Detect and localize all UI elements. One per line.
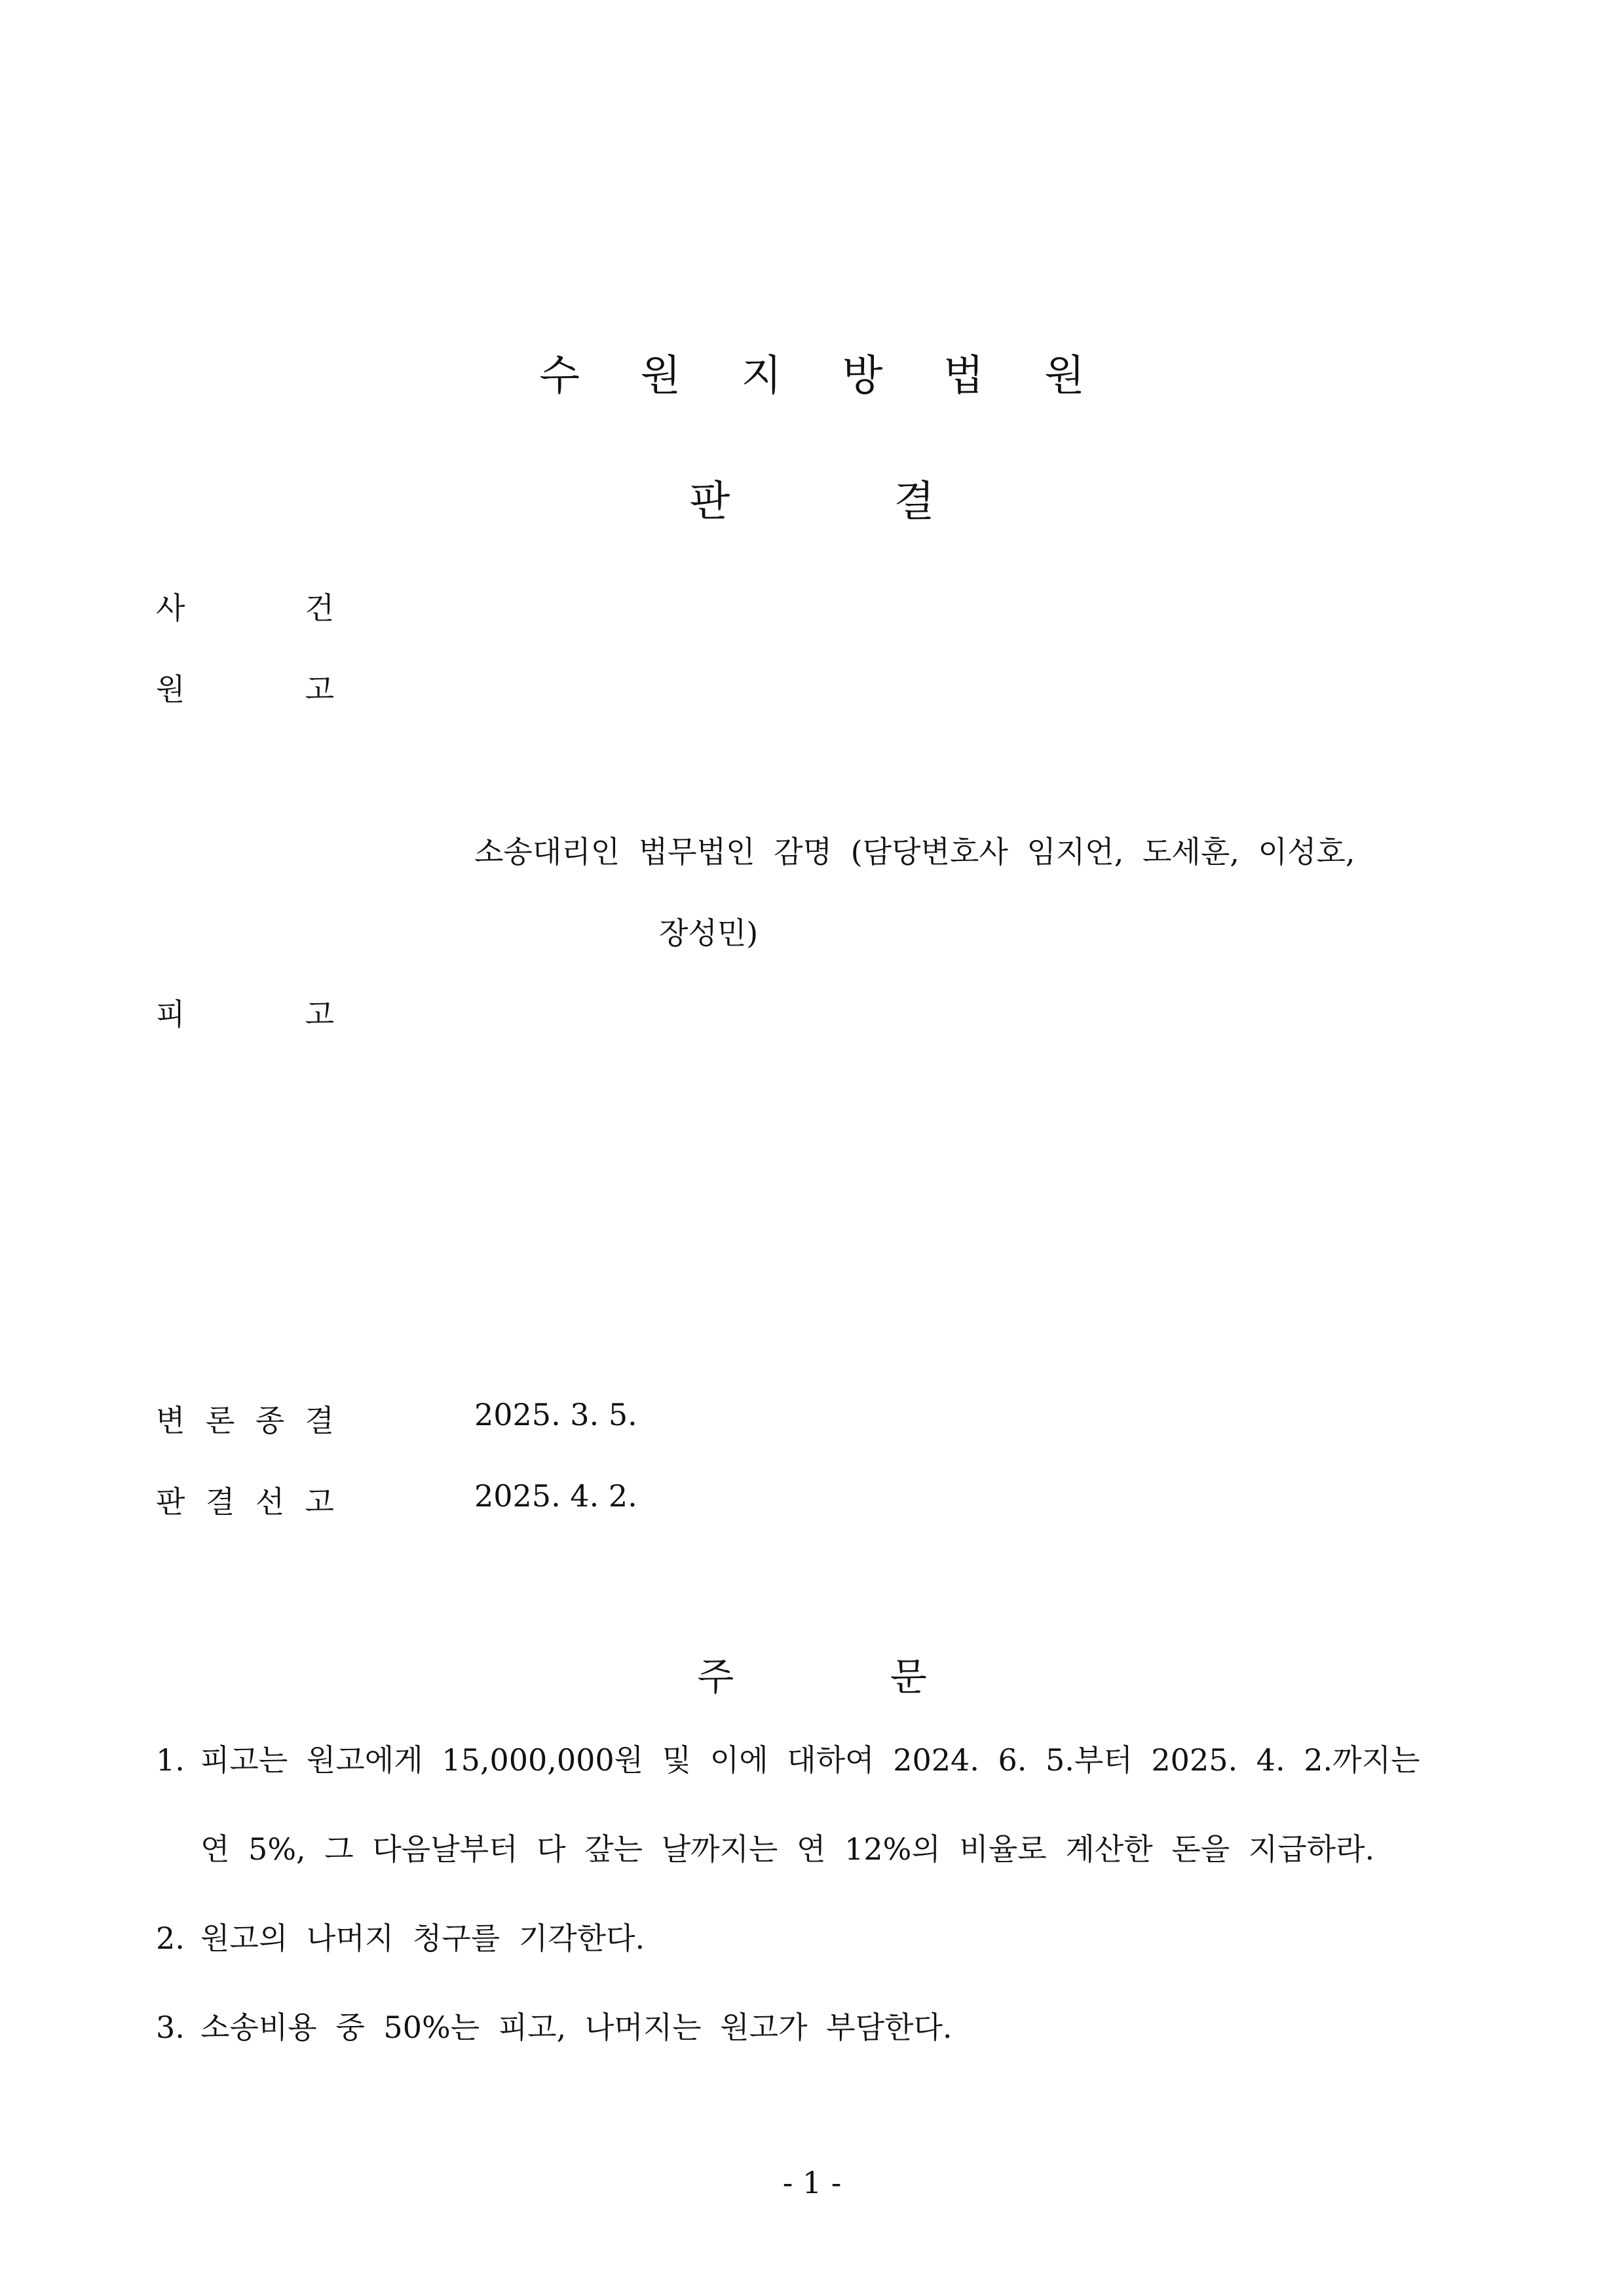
page-number: - 1 -	[782, 2165, 842, 2200]
court-name: 수 원 지 방 법 원	[539, 352, 1108, 400]
ruling-date-value: 2025. 4. 2.	[474, 1478, 637, 1514]
ruling-label-char: 판	[156, 1484, 185, 1520]
plaintiff-label	[156, 666, 334, 709]
legal-agent-line-1: 소송대리인 법무법인 감명 (담당변호사 임지언, 도세훈, 이성호,	[474, 834, 1355, 870]
case-label	[156, 584, 334, 628]
closing-label-char: 종	[255, 1403, 285, 1438]
order-item-number: 2.	[156, 1921, 185, 1956]
closing-label-char: 변	[156, 1403, 185, 1438]
ruling-label-char: 선	[255, 1484, 285, 1520]
order-item-number: 1.	[156, 1742, 185, 1778]
closing-label-char: 결	[305, 1403, 334, 1438]
document-type: 판 결	[689, 478, 935, 526]
closing-label-char: 론	[205, 1403, 235, 1438]
order-item-1	[156, 1715, 1475, 1894]
order-item-text: 소송비용 중 50%는 피고, 나머지는 원고가 부담한다.	[200, 2010, 953, 2045]
defendant-label-char: 고	[305, 997, 334, 1032]
order-item-text: 원고의 나머지 청구를 기각한다.	[200, 1921, 645, 1956]
order-item-1-line-2: 연 5%, 그 다음날부터 다 갚는 날까지는 연 12%의 비율로 계산한 돈을 지급하라.	[200, 1831, 1375, 1867]
plaintiff-label-char: 원	[156, 672, 185, 707]
order-item-1-line-1	[156, 1715, 1475, 1805]
ruling-label-char: 결	[205, 1484, 235, 1520]
order-item-2	[156, 1894, 1475, 1983]
order-item-3	[156, 1983, 1475, 2072]
defendant-label-char: 피	[156, 997, 185, 1032]
ruling-label-char: 고	[305, 1484, 334, 1520]
order-item-number: 3.	[156, 2010, 185, 2045]
case-label-char: 건	[305, 590, 334, 626]
order-section-title: 주 문	[697, 1655, 927, 1699]
case-label-char: 사	[156, 590, 185, 626]
plaintiff-label-char: 고	[305, 672, 334, 707]
order-item-text: 피고는 원고에게 15,000,000원 및 이에 대하여 2024. 6. 5.부터 2025. 4. 2.까지는	[200, 1742, 1420, 1778]
closing-date-label	[156, 1397, 334, 1440]
closing-date-value: 2025. 3. 5.	[474, 1397, 637, 1432]
ruling-date-label	[156, 1478, 334, 1521]
defendant-label	[156, 991, 334, 1034]
legal-agent-line-2: 장성민)	[659, 915, 759, 951]
